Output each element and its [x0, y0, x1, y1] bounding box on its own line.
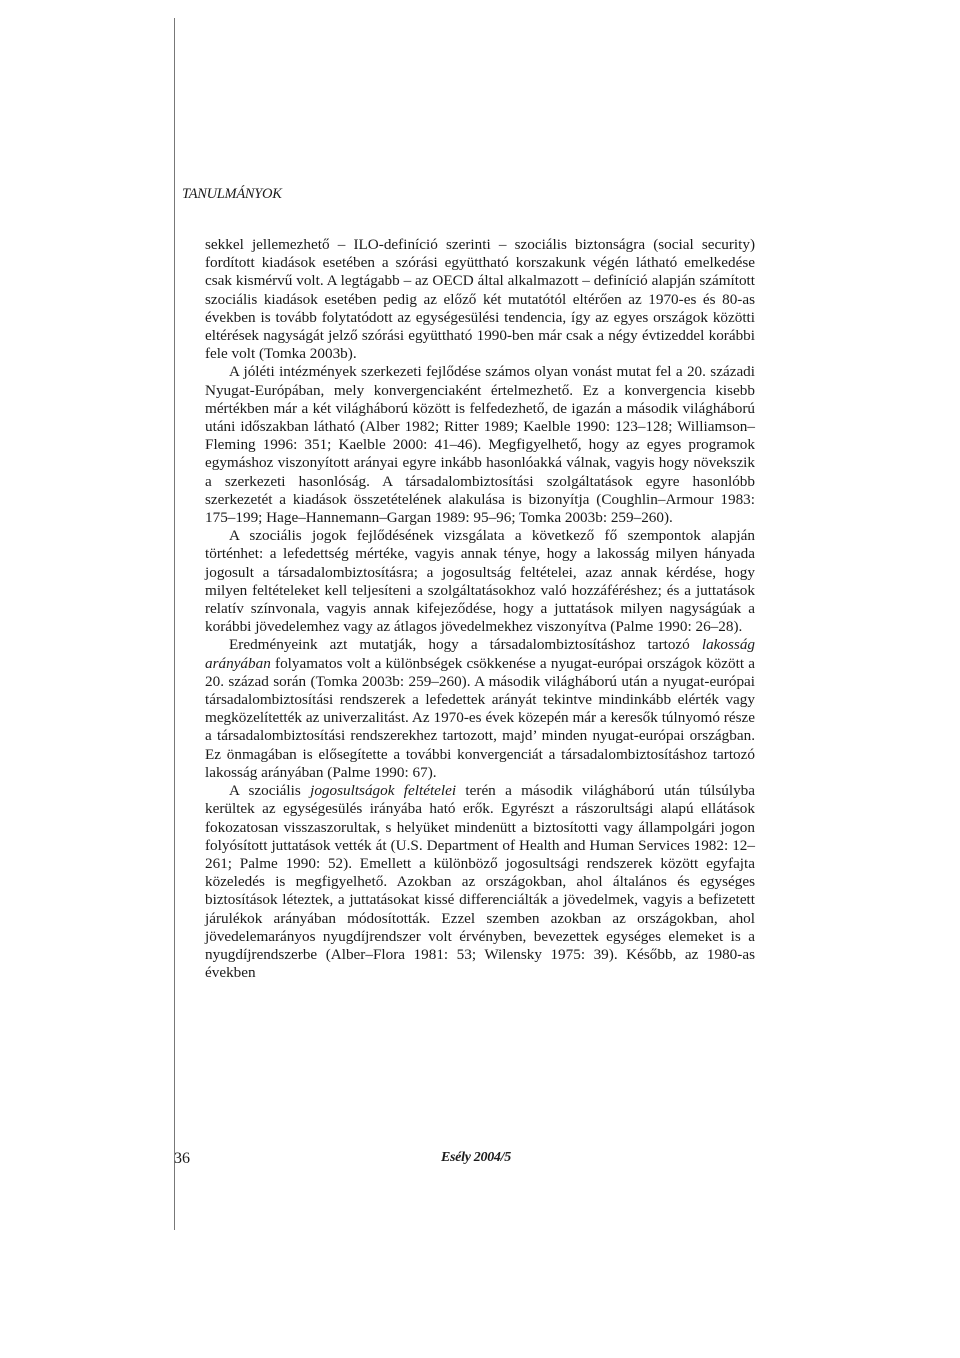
journal-title: Esély 2004/5 — [441, 1150, 511, 1165]
margin-rule — [174, 18, 175, 1230]
paragraph-5-emphasis: jogosultságok feltételei — [310, 782, 457, 800]
paragraph-5 — [205, 782, 755, 982]
paragraph-1: sekkel jellemezhető – ILO-definíció szerinti – szociális biztonságra (social security) fordított kiadások esetében a szórási együttható korszakunk végén látható emelkedése csak kismérvű volt. A legtágabb – az OECD által alkalmazott – definíció alapján számított szociális kiadások esetében pedig az előző két mutatótól eltérően az 1970-es és 80-as években is tovább folytatódott az egységesülési tendencia, így az egyes országok közötti eltérések nagyságát jelző szórási együttható 1990-ben már csak a négy évtizeddel korábbi fele volt (Tomka 2003b). — [205, 236, 755, 363]
paragraph-5-text-end: terén a második világháború után túlsúlyba kerültek az egységesülés irányába ható erők. Egyrészt a rászorultsági alapú ellátások fokozatosan visszaszorultak, s helyüket mindenütt a biztosítotti vagy állampolgári jogon folyósított juttatások vették át (U.S. Department of Health and Human Services 1982: 12–261; Palme 1990: 52). Emellett a különböző jogosultsági rendszerek között egyfajta közeledés is megfigyelhető. Azokban az országokban, ahol általános és egységes biztosítások léteztek, a juttatásokat kissé differenciálták a jövedelmek, vagyis a befizetett járulékok arányában módosították. Ezzel szemben azokban az országokban, ahol jövedelemarányos nyugdíjrendszer volt érvényben, bevezettek egységes elemeket is a nyugdíjrendszerbe (Alber–Flora 1981: 53; Wilensky 1975: 39). Később, az 1980-as években — [205, 782, 755, 982]
body-text — [205, 236, 755, 982]
paragraph-4-text-end: folyamatos volt a különbségek csökkenése a nyugat-európai országok között a 20. század során (Tomka 2003b: 259–260). A második világháború után a nyugat-európai társadalombiztosítási rendszerek a lefedettek arányát tekintve mindinkább elérték vagy megközelítették az univerzalitást. Az 1970-es évek közepén már a keresők túlnyomó része a társadalombiztosítási rendszerekhez tartozott, majd’ minden nyugat-európai országban. Ez önmagában is elősegítette a további konvergenciát a társadalombiztosításhoz tartozó lakosság arányában (Palme 1990: 67). — [205, 654, 755, 781]
paragraph-5-text-start: A szociális — [229, 782, 311, 800]
paragraph-4-emphasis: lakosság arányában — [205, 636, 755, 672]
page-number: 36 — [174, 1150, 190, 1167]
paragraph-2: A jóléti intézmények szerkezeti fejlődése számos olyan vonást mutat fel a 20. századi Nyugat-Európában, mely konvergenciaként értelmezhető. Ez a konvergencia kisebb mértékben már a két világháború között is felfedezhető, de igazán a második világháború utáni időszakban látható (Alber 1982; Ritter 1989; Kaelble 1990: 123–128; Williamson–Fleming 1996: 351; Kaelble 2000: 41–46). Megfigyelhető, hogy az egyes programok egymáshoz viszonyított arányai egyre inkább hasonlóakká válnak, vagyis hogy növekszik a szerkezeti hasonlóság. A társadalombiztosítási szolgáltatások egyre hasonlóbb szerkezetét a kiadások összetételének alakulása is bizonyítja (Coughlin–Armour 1983: 175–199; Hage–Hannemann–Gargan 1989: 95–96; Tomka 2003b: 259–260). — [205, 363, 755, 527]
section-label: TANULMÁNYOK — [182, 186, 282, 202]
paragraph-3: A szociális jogok fejlődésének vizsgálata a következő fő szempontok alapján történhet: a lefedettség mértéke, vagyis annak ténye, hogy a lakosság milyen hányada jogosult a társadalombiztosításra; a jogosultság feltételei, azaz annak kérdése, hogy milyen feltételeket kell teljesíteni a szolgáltatásokhoz való hozzáféréshez; és a juttatások relatív színvonala, vagyis annak kifejeződése, hogy a juttatások milyen nagyságúak a korábbi jövedelemhez vagy az átlagos jövedelmekhez viszonyítva (Palme 1990: 26–28). — [205, 527, 755, 636]
paragraph-4 — [205, 636, 755, 782]
paragraph-4-text-start: Eredményeink azt mutatják, hogy a társadalombiztosításhoz tartozó — [229, 636, 702, 654]
